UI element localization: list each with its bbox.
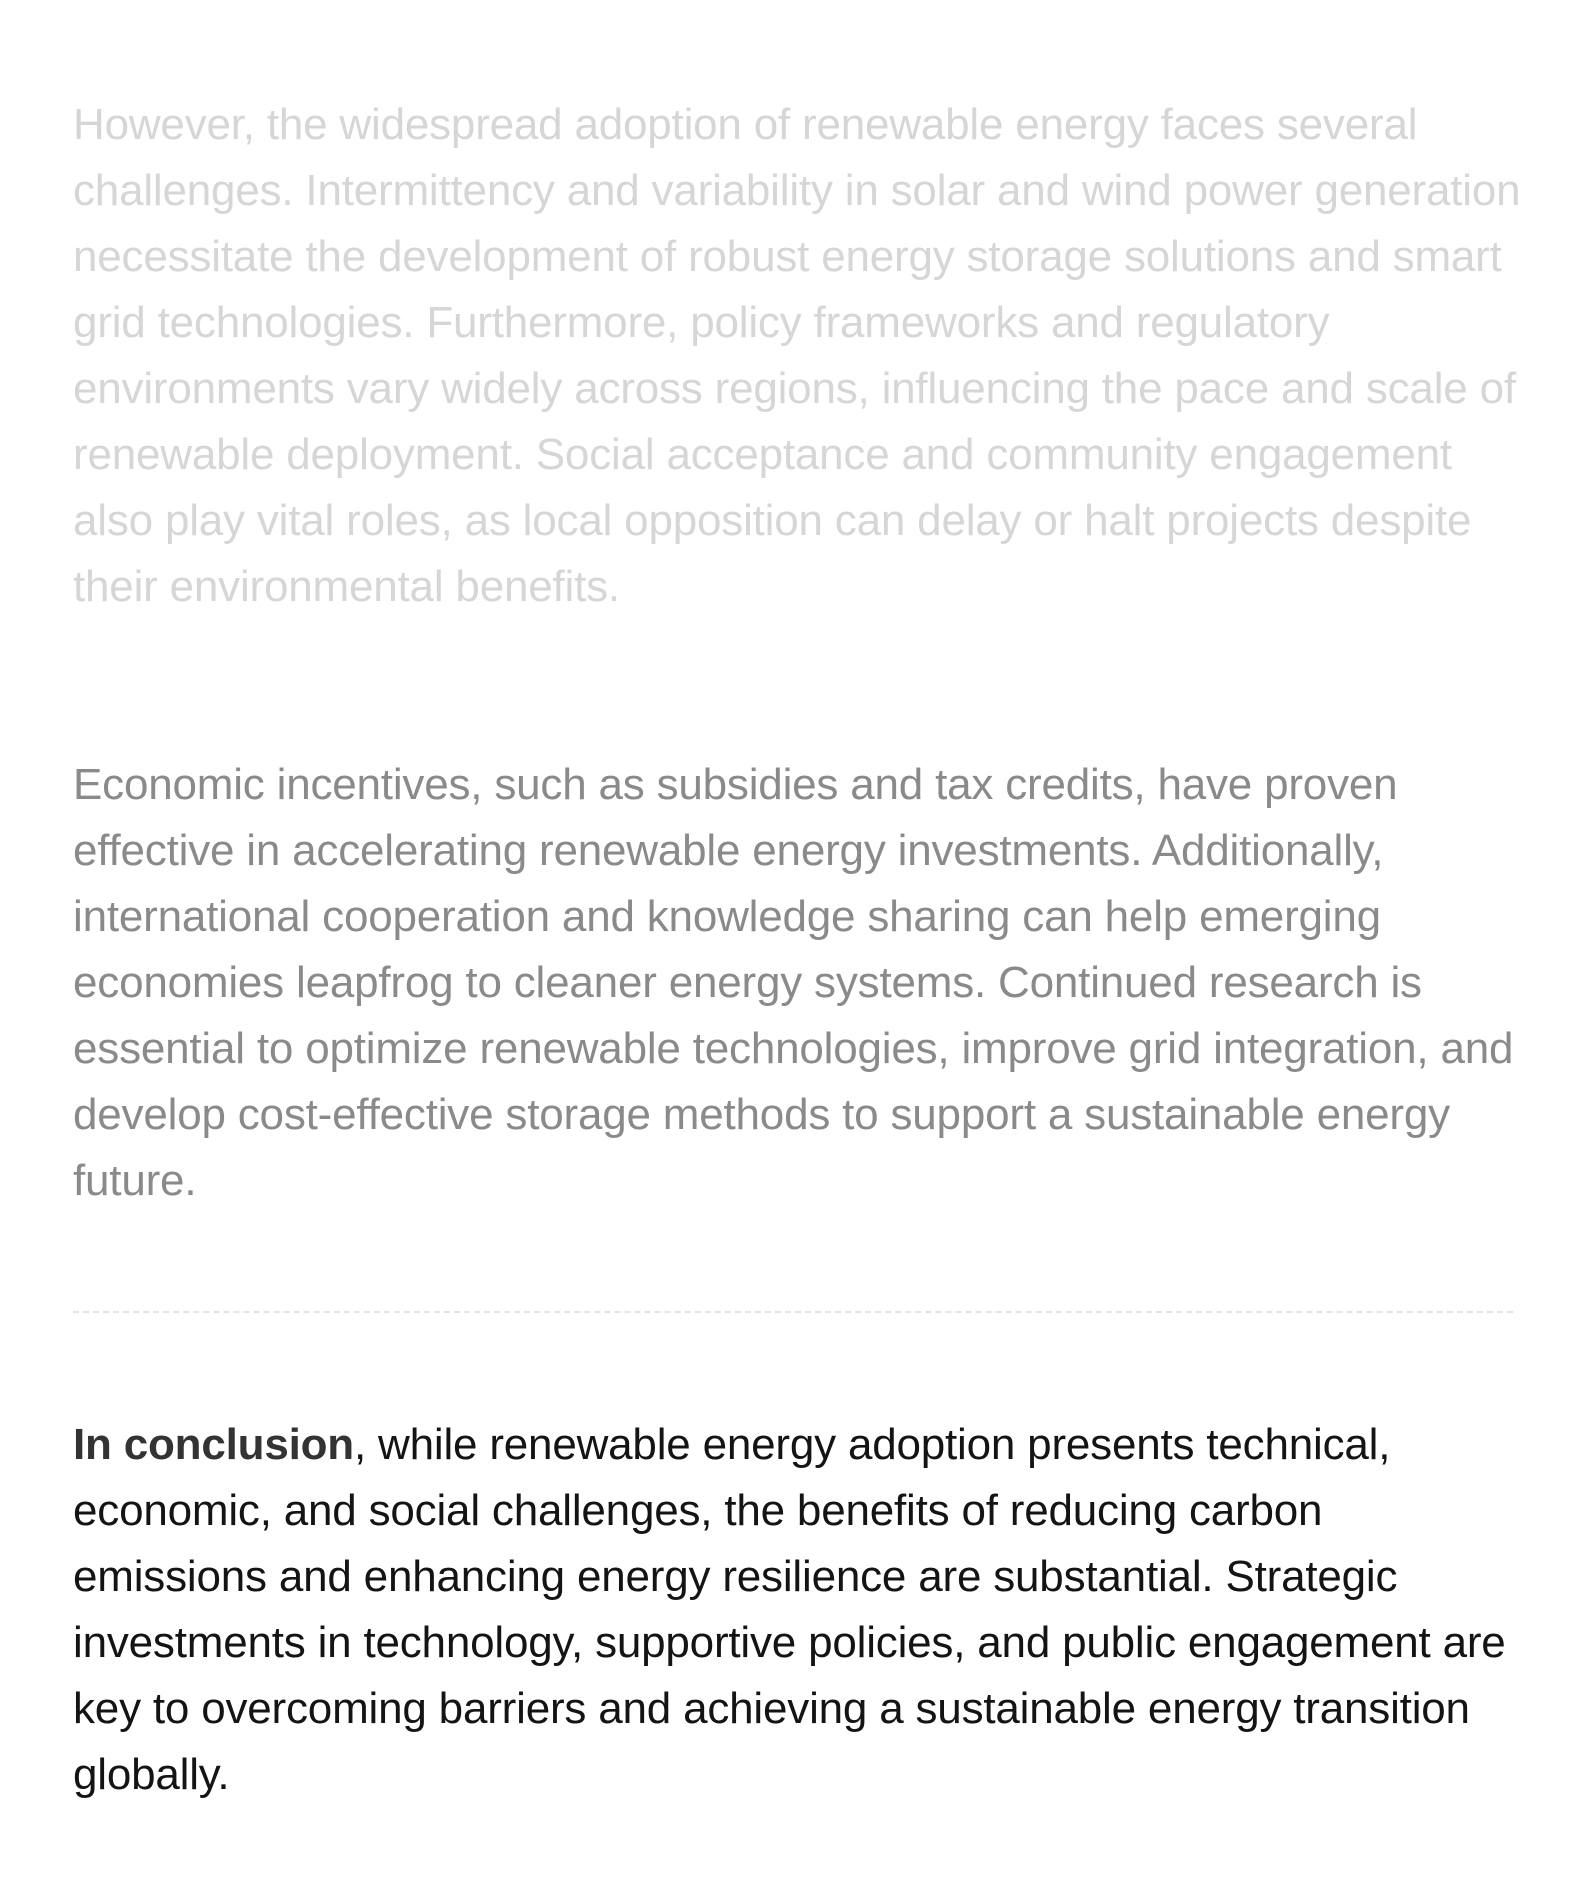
conclusion-lead: In conclusion [73, 1420, 354, 1469]
paragraph-economic-incentives: Economic incentives, such as subsidies and tax credits, have proven effective in accelerating renewable energy investments. Additionally, international cooperation and knowledge sharing can help emerging economies leapfrog to cleaner energy systems. Continued research is essential to optimize renewable technologies, improve grid integration, and develop cost-effective storage methods to support a sustainable energy future. [73, 760, 1514, 1205]
faded-text-fragment [73, 0, 1523, 10]
conclusion-text: , while renewable energy adoption presents technical, economic, and social challenges, the benefits of reducing carbon emissions and enhancing energy resilience are substantial. Strategic investments in technology, supportive policies, and public engagement are key to overcoming barriers and achieving a sustainable energy transition globally. [73, 1420, 1506, 1799]
paragraph-conclusion [73, 1412, 1523, 1808]
section-divider [73, 1311, 1513, 1313]
paragraph-challenges: However, the widespread adoption of renewable energy faces several challenges. Intermittency and variability in solar and wind power generation necessitate the development of robust energy storage solutions and smart grid technologies. Furthermore, policy frameworks and regulatory environments vary widely across regions, influencing the pace and scale of renewable deployment. Social acceptance and community engagement also play vital roles, as local opposition can delay or halt projects despite their environmental benefits. [73, 100, 1521, 611]
